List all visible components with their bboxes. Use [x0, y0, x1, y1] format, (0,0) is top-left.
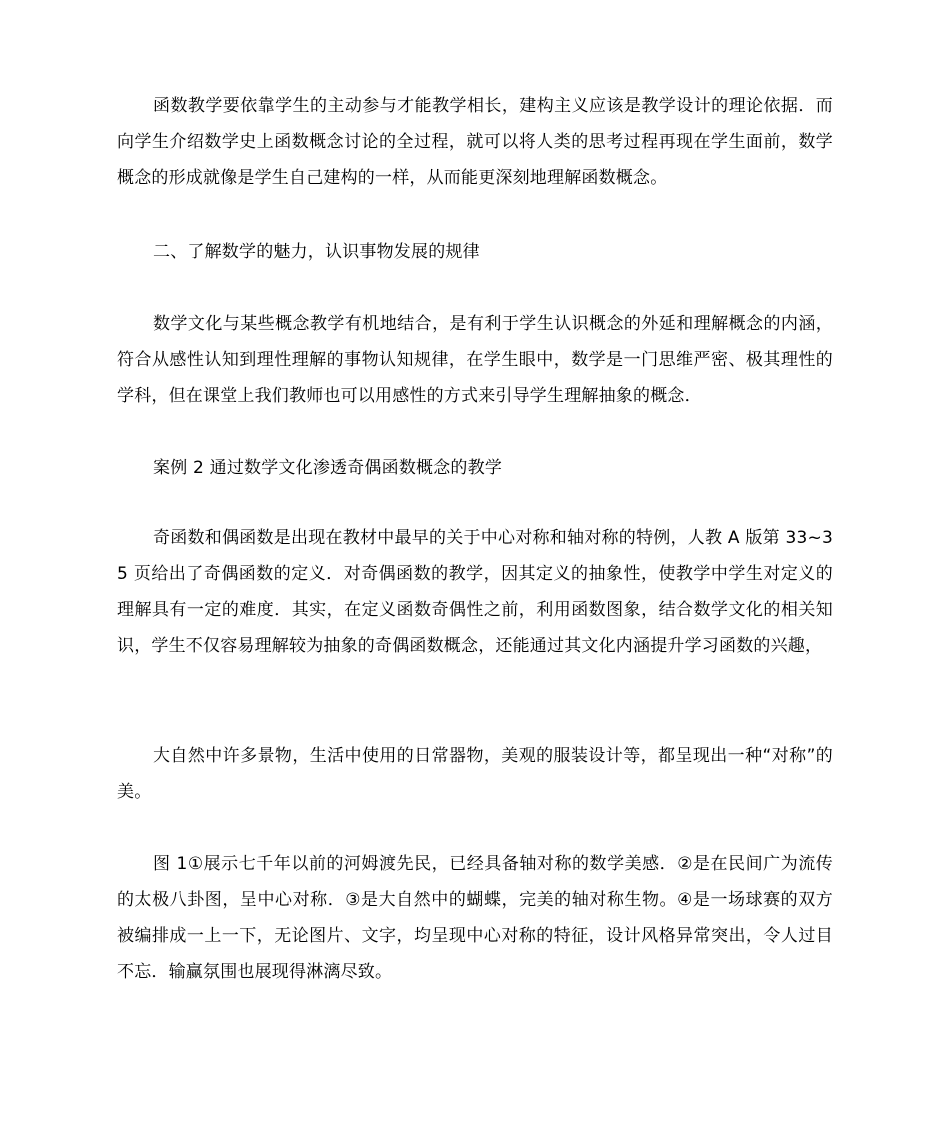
paragraph-math-culture: 数学文化与某些概念教学有机地结合，是有利于学生认识概念的外延和理解概念的内涵，符合从感性认知到理性理解的事物认知规律，在学生眼中，数学是一门思维严密、极其理性的学科，但在课堂上我们教师也可以用感性的方式来引导学生理解抽象的概念．: [117, 314, 833, 406]
case-heading-parity-functions: 案例 2 通过数学文化渗透奇偶函数概念的教学: [153, 458, 503, 478]
paragraph-nature-symmetry: 大自然中许多景物，生活中使用的日常器物，美观的服装设计等，都呈现出一种“对称”的美。: [117, 746, 833, 802]
paragraph-function-teaching: 函数教学要依靠学生的主动参与才能教学相长，建构主义应该是教学设计的理论依据．而向学生介绍数学史上函数概念讨论的全过程，就可以将人类的思考过程再现在学生面前，数学概念的形成就像是学生自己建构的一样，从而能更深刻地理解函数概念。: [117, 96, 833, 188]
paragraph-figure-1-description: 图 1①展示七千年以前的河姆渡先民，已经具备轴对称的数学美感．②是在民间广为流传的太极八卦图，呈中心对称．③是大自然中的蝴蝶，完美的轴对称生物。④是一场球赛的双方被编排成一上一下，无论图片、文字，均呈现中心对称的特征，设计风格异常突出，令人过目不忘．输赢氛围也展现得淋漓尽致。: [117, 854, 833, 982]
paragraph-odd-even-functions: 奇函数和偶函数是出现在教材中最早的关于中心对称和轴对称的特例，人教 A 版第 33~35 页给出了奇偶函数的定义．对奇偶函数的教学，因其定义的抽象性，使教学中学生对定义的理解具有一定的难度．其实，在定义函数奇偶性之前，利用函数图象，结合数学文化的相关知识，学生不仅容易理解较为抽象的奇偶函数概念，还能通过其文化内涵提升学习函数的兴趣，: [117, 528, 833, 656]
section-heading-math-charm: 二、了解数学的魅力，认识事物发展的规律: [153, 242, 480, 262]
